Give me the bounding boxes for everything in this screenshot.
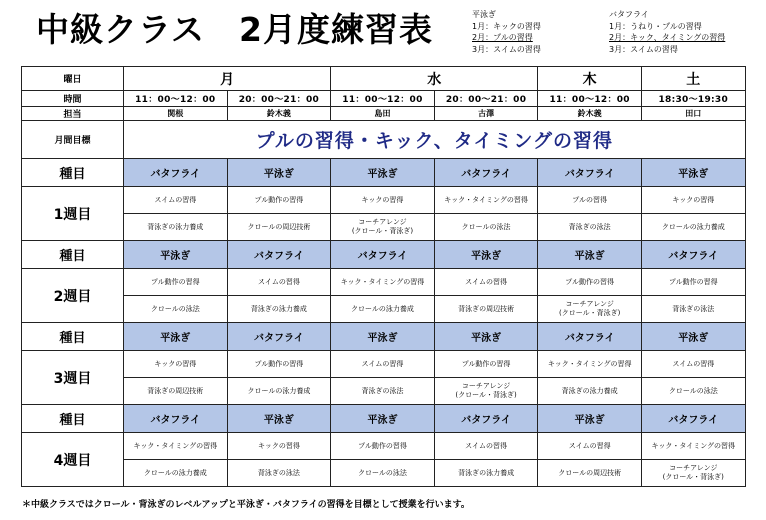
session-teacher: 関根 <box>124 107 228 121</box>
stroke-kind-cell: 平泳ぎ <box>538 241 642 269</box>
drill-cell: キック・タイミングの習得 <box>434 187 538 214</box>
legend-breaststroke-header: 平泳ぎ <box>472 10 496 19</box>
stroke-kind-cell: 平泳ぎ <box>538 405 642 433</box>
session-teacher: 田口 <box>641 107 745 121</box>
drill-cell: 背泳ぎの泳力養成 <box>124 214 228 241</box>
stroke-kind-cell: バタフライ <box>641 241 745 269</box>
stroke-kind-cell: バタフライ <box>227 323 331 351</box>
kind-row <box>22 159 746 187</box>
drill-cell: 背泳ぎの周辺技術 <box>124 378 228 405</box>
teacher-label: 担当 <box>22 107 124 121</box>
day-row <box>22 67 746 91</box>
drill-cell: キックの習得 <box>227 433 331 460</box>
week-label: 1週目 <box>22 187 124 241</box>
stroke-kind-cell: 平泳ぎ <box>434 241 538 269</box>
kind-label: 種目 <box>22 405 124 433</box>
session-time: 20：00〜21：00 <box>227 91 331 107</box>
drill-cell: プル動作の習得 <box>331 433 435 460</box>
drill-cell: キック・タイミングの習得 <box>331 269 435 296</box>
session-time: 11：00〜12：00 <box>124 91 228 107</box>
page-title: 中級クラス 2月度練習表 <box>36 10 433 49</box>
kind-row <box>22 405 746 433</box>
drill-row <box>22 433 746 460</box>
drill-cell: スイムの習得 <box>124 187 228 214</box>
week-label: 2週目 <box>22 269 124 323</box>
session-teacher: 島田 <box>331 107 435 121</box>
stroke-kind-cell: 平泳ぎ <box>434 323 538 351</box>
stroke-kind-cell: バタフライ <box>538 159 642 187</box>
session-teacher: 鈴木義 <box>227 107 331 121</box>
kind-label: 種目 <box>22 159 124 187</box>
drill-row <box>22 187 746 214</box>
drill-cell: スイムの習得 <box>331 351 435 378</box>
stroke-kind-cell: 平泳ぎ <box>124 241 228 269</box>
stroke-kind-cell: 平泳ぎ <box>331 405 435 433</box>
stroke-kind-cell: 平泳ぎ <box>227 405 331 433</box>
drill-cell: 背泳ぎの泳法 <box>641 296 745 323</box>
kind-row <box>22 323 746 351</box>
drill-cell: プル動作の習得 <box>641 269 745 296</box>
day-label: 曜日 <box>22 67 124 91</box>
schedule-table <box>21 66 746 487</box>
drill-cell: クロールの周辺技術 <box>227 214 331 241</box>
stroke-kind-cell: バタフライ <box>331 241 435 269</box>
session-teacher: 古澤 <box>434 107 538 121</box>
stroke-kind-cell: バタフライ <box>227 241 331 269</box>
legend-breaststroke <box>472 9 541 55</box>
stroke-kind-cell: 平泳ぎ <box>641 159 745 187</box>
drill-cell: 背泳ぎの泳法 <box>331 378 435 405</box>
stroke-kind-cell: 平泳ぎ <box>124 323 228 351</box>
goal-row <box>22 121 746 159</box>
kind-label: 種目 <box>22 323 124 351</box>
drill-row <box>22 460 746 487</box>
drill-row <box>22 296 746 323</box>
session-time: 11：00〜12：00 <box>538 91 642 107</box>
stroke-kind-cell: バタフライ <box>538 323 642 351</box>
drill-cell: 背泳ぎの周辺技術 <box>434 296 538 323</box>
session-time: 18:30〜19:30 <box>641 91 745 107</box>
drill-cell: コーチアレンジ (クロール・背泳ぎ) <box>538 296 642 323</box>
legend-breaststroke-item-current: 2月：プルの習得 <box>472 33 533 42</box>
drill-cell: キックの習得 <box>124 351 228 378</box>
session-time: 11：00〜12：00 <box>331 91 435 107</box>
kind-row <box>22 241 746 269</box>
day-saturday: 土 <box>641 67 745 91</box>
legend-breaststroke-item: 1月：キックの習得 <box>472 21 541 31</box>
week-label: 4週目 <box>22 433 124 487</box>
drill-cell: スイムの習得 <box>434 433 538 460</box>
drill-cell: スイムの習得 <box>227 269 331 296</box>
drill-cell: プルの習得 <box>538 187 642 214</box>
drill-cell: クロールの泳力養成 <box>227 378 331 405</box>
stroke-kind-cell: 平泳ぎ <box>227 159 331 187</box>
time-row <box>22 91 746 107</box>
goal-label: 月間目標 <box>22 121 124 159</box>
drill-cell: キックの習得 <box>331 187 435 214</box>
stroke-kind-cell: バタフライ <box>124 159 228 187</box>
session-time: 20：00〜21：00 <box>434 91 538 107</box>
drill-cell: クロールの周辺技術 <box>538 460 642 487</box>
drill-cell: 背泳ぎの泳力養成 <box>227 296 331 323</box>
week-label: 3週目 <box>22 351 124 405</box>
drill-cell: クロールの泳法 <box>331 460 435 487</box>
teacher-row <box>22 107 746 121</box>
drill-cell: クロールの泳法 <box>641 378 745 405</box>
drill-cell: キック・タイミングの習得 <box>538 351 642 378</box>
drill-cell: キック・タイミングの習得 <box>641 433 745 460</box>
drill-row <box>22 214 746 241</box>
drill-cell: クロールの泳法 <box>124 296 228 323</box>
drill-cell: コーチアレンジ (クロール・背泳ぎ) <box>331 214 435 241</box>
drill-cell: コーチアレンジ (クロール・背泳ぎ) <box>434 378 538 405</box>
drill-row <box>22 269 746 296</box>
drill-cell: クロールの泳法 <box>434 214 538 241</box>
stroke-kind-cell: バタフライ <box>434 159 538 187</box>
drill-cell: プル動作の習得 <box>538 269 642 296</box>
drill-cell: プル動作の習得 <box>124 269 228 296</box>
legend-butterfly-item: 1月：うねり・プルの習得 <box>609 21 702 31</box>
day-monday: 月 <box>124 67 331 91</box>
drill-cell: コーチアレンジ (クロール・背泳ぎ) <box>641 460 745 487</box>
drill-cell: プル動作の習得 <box>227 351 331 378</box>
kind-label: 種目 <box>22 241 124 269</box>
drill-cell: スイムの習得 <box>434 269 538 296</box>
legend-butterfly-item-current: 2月：キック、タイミングの習得 <box>609 33 726 42</box>
drill-cell: 背泳ぎの泳力養成 <box>538 378 642 405</box>
stroke-kind-cell: 平泳ぎ <box>641 323 745 351</box>
stroke-kind-cell: 平泳ぎ <box>331 323 435 351</box>
stroke-kind-cell: バタフライ <box>434 405 538 433</box>
drill-cell: スイムの習得 <box>538 433 642 460</box>
legend-butterfly-item: 3月：スイムの習得 <box>609 44 678 54</box>
legend-butterfly <box>609 9 725 55</box>
drill-row <box>22 351 746 378</box>
day-thursday: 木 <box>538 67 642 91</box>
drill-cell: プル動作の習得 <box>227 187 331 214</box>
drill-row <box>22 378 746 405</box>
footnote: ＊中級クラスではクロール・背泳ぎのレベルアップと平泳ぎ・バタフライの習得を目標として授業を行います。 <box>22 500 470 510</box>
drill-cell: 背泳ぎの泳法 <box>227 460 331 487</box>
drill-cell: クロールの泳力養成 <box>124 460 228 487</box>
drill-cell: クロールの泳力養成 <box>331 296 435 323</box>
stroke-kind-cell: 平泳ぎ <box>331 159 435 187</box>
drill-cell: キック・タイミングの習得 <box>124 433 228 460</box>
day-wednesday: 水 <box>331 67 538 91</box>
stroke-kind-cell: バタフライ <box>641 405 745 433</box>
drill-cell: 背泳ぎの泳力養成 <box>434 460 538 487</box>
time-label: 時間 <box>22 91 124 107</box>
legend-butterfly-header: バタフライ <box>609 10 649 19</box>
drill-cell: 背泳ぎの泳法 <box>538 214 642 241</box>
stroke-kind-cell: バタフライ <box>124 405 228 433</box>
drill-cell: クロールの泳力養成 <box>641 214 745 241</box>
monthly-goal: プルの習得・キック、タイミングの習得 <box>124 121 746 159</box>
drill-cell: プル動作の習得 <box>434 351 538 378</box>
legend-breaststroke-item: 3月：スイムの習得 <box>472 44 541 54</box>
session-teacher: 鈴木義 <box>538 107 642 121</box>
drill-cell: スイムの習得 <box>641 351 745 378</box>
drill-cell: キックの習得 <box>641 187 745 214</box>
